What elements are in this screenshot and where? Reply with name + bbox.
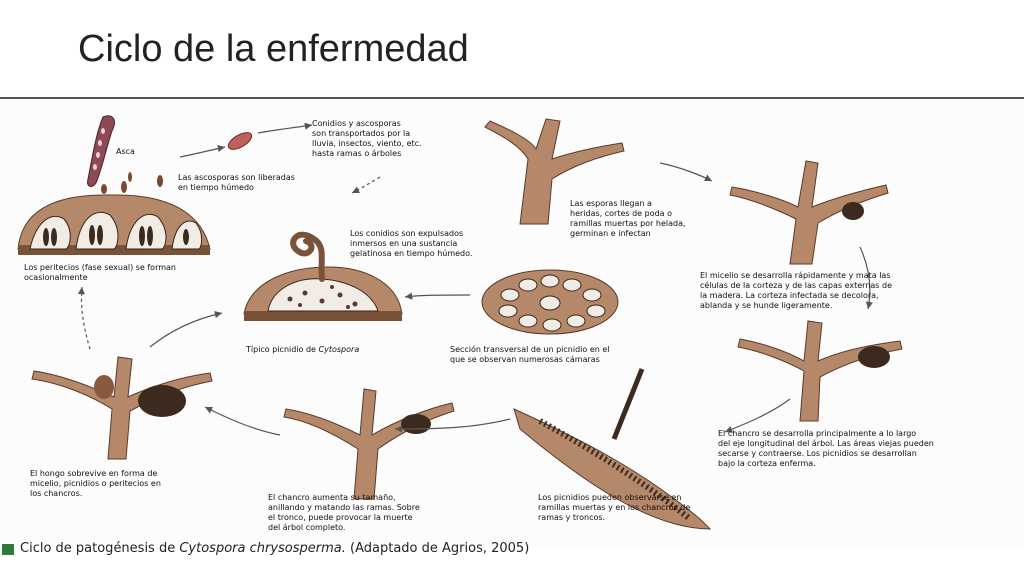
- ascospore-illustration: [226, 129, 255, 152]
- label-conidia-expelled: Los conidios son expulsados inmersos en una sustancia gelatinosa en tiempo húmedo.: [350, 229, 473, 258]
- branch-illustration-canker-growing: [284, 389, 454, 499]
- caption-suffix: (Adaptado de Agrios, 2005): [345, 541, 530, 556]
- caption-prefix: Ciclo de patogénesis de: [20, 541, 180, 556]
- label-pycnidium: [246, 335, 359, 355]
- label-pycnidium-prefix: Típico picnidio de: [246, 345, 319, 354]
- label-conidia-transport: Conidios y ascosporas son transportados por la lluvia, insectos, viento, etc. hasta ramas o árboles: [312, 119, 422, 158]
- caption-text: [20, 541, 529, 556]
- label-ascus: Asca: [116, 147, 135, 156]
- label-mycelium: El micelio se desarrolla rápidamente y mata las células de la corteza y de las capas externas de la madera. La corteza infectada se decolora, ablanda y se hunde ligeramente.: [700, 271, 892, 310]
- caption-species: Cytospora chrysosperma.: [179, 541, 346, 556]
- caption-square-icon: [2, 544, 14, 555]
- label-perithecia: Los peritecios (fase sexual) se forman ocasionalmente: [24, 263, 176, 282]
- label-pycnidia-observed: Los picnidios pueden observarse en ramillas muertas y en los chancros de ramas y troncos.: [538, 493, 691, 522]
- branch-illustration-survival: [32, 357, 212, 459]
- label-cross-section: Sección transversal de un picnidio en el que se observan numerosas cámaras: [450, 345, 610, 364]
- branch-illustration-mycelium: [730, 161, 888, 264]
- pycnidium-cross-section: [482, 270, 618, 334]
- disease-cycle-figure: [0, 97, 1024, 546]
- label-pycnidium-genus: Cytospora: [318, 345, 360, 354]
- label-spores-infect: Las esporas llegan a heridas, cortes de poda o ramillas muertas por helada, germinan e infectan: [570, 199, 686, 238]
- figure-caption: [0, 540, 1024, 560]
- ascus-illustration: [88, 116, 115, 187]
- slide-title: Ciclo de la enfermedad: [78, 28, 469, 70]
- label-ascospores-released: Las ascosporas son liberadas en tiempo húmedo: [178, 173, 295, 192]
- branch-illustration-canker-right: [738, 321, 902, 421]
- label-fungus-survives: El hongo sobrevive en forma de micelio, picnidios o peritecios en los chancros.: [30, 469, 161, 498]
- label-canker-develops: El chancro se desarrolla principalmente a lo largo del eje longitudinal del árbol. Las áreas viejas pueden secarse y contraerse. Los picnidios se desarrollan bajo la corteza enferma.: [718, 429, 934, 468]
- label-canker-grows: El chancro aumenta su tamaño, anillando y matando las ramas. Sobre el tronco, puede provocar la muerte del árbol completo.: [268, 493, 420, 532]
